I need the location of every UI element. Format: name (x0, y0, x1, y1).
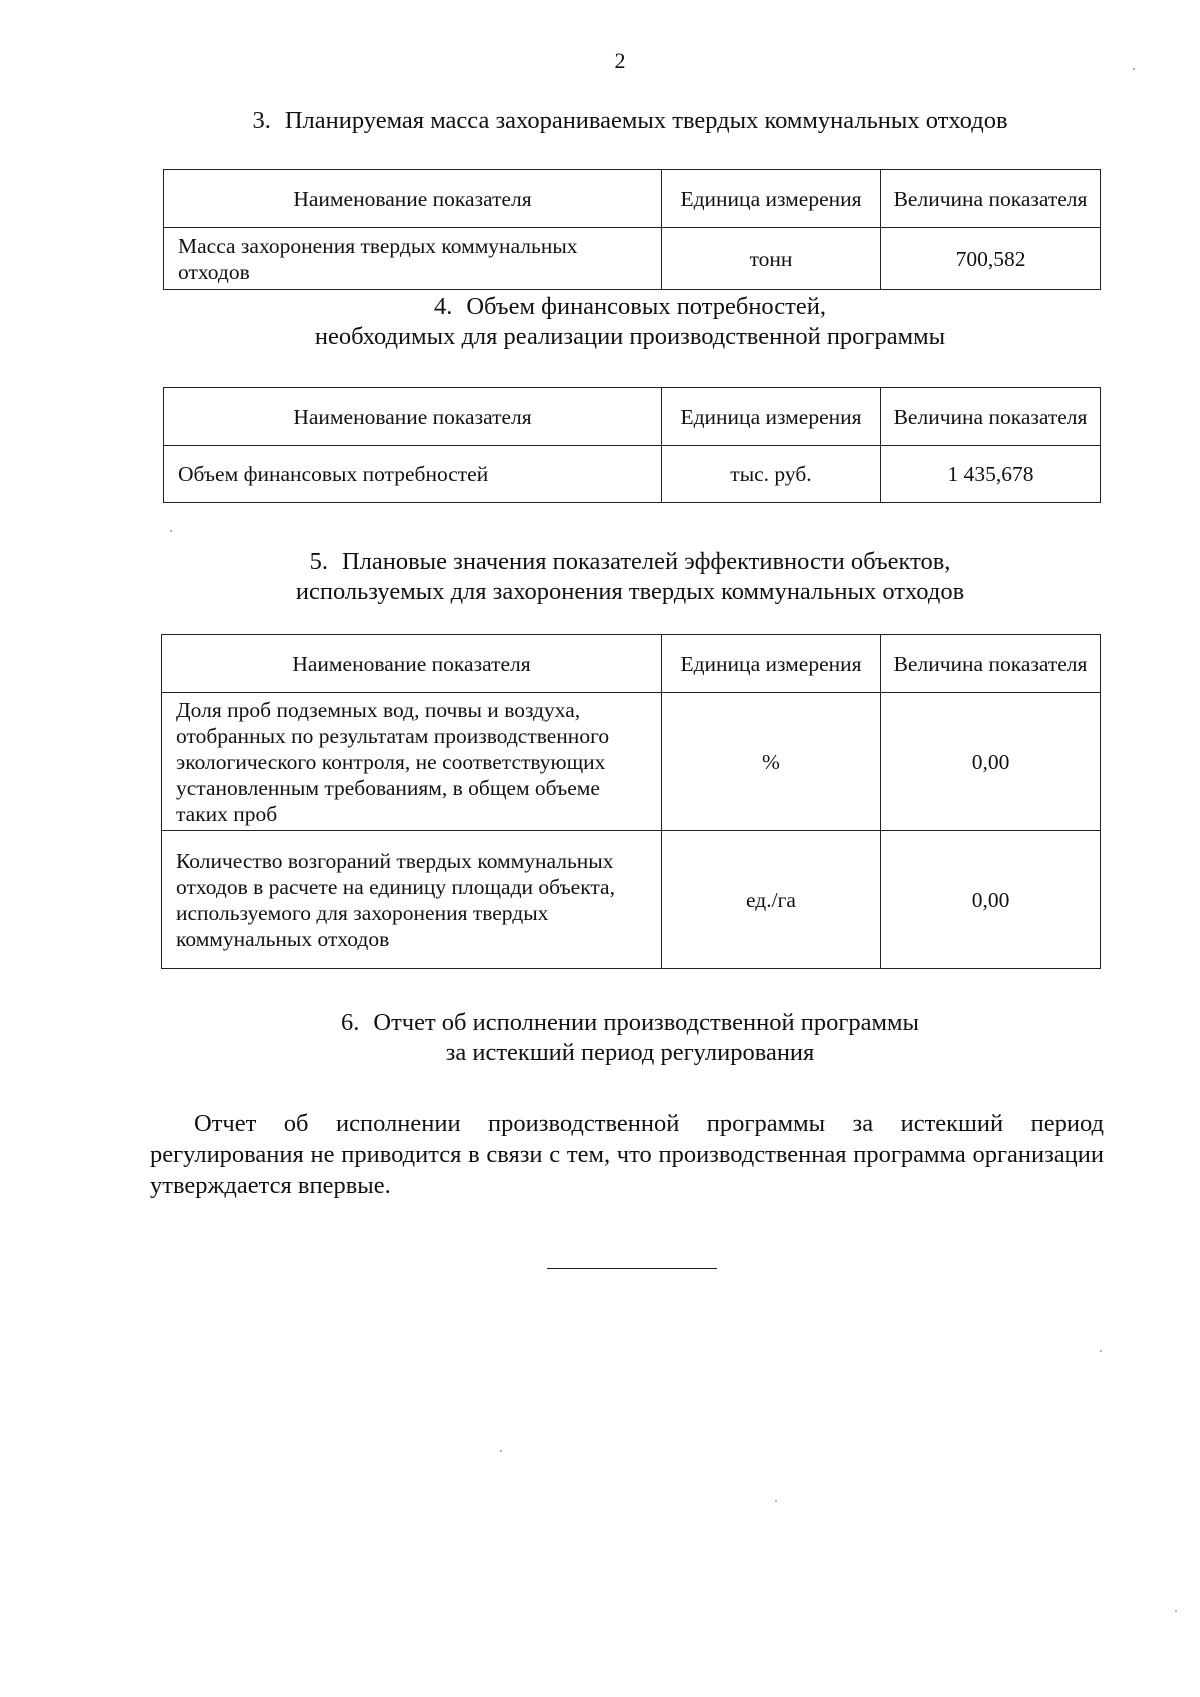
row-unit: % (662, 693, 881, 831)
header-indicator-name: Наименование показателя (162, 635, 662, 693)
section-6-paragraph: Отчет об исполнении производственной программы за истекший период регулирования не приводится в связи с тем, что производственная программа организации утверждается впервые. (150, 1110, 1104, 1199)
section-6-title-line1: Отчет об исполнении производственной программы (373, 1009, 919, 1036)
section-4-title-line2: необходимых для реализации производственной программы (314, 323, 946, 350)
row-unit: тонн (662, 228, 881, 290)
header-indicator-name: Наименование показателя (164, 170, 662, 228)
section-5-table (161, 634, 1101, 969)
end-separator-line (547, 1268, 717, 1269)
row-indicator-name: Количество возгораний твердых коммунальных отходов в расчете на единицу площади объекта, используемого для захоронения твердых коммунальных отходов (162, 831, 662, 969)
row-unit: ед./га (662, 831, 881, 969)
row-unit: тыс. руб. (662, 446, 881, 503)
table-header-row (162, 635, 1101, 693)
section-5-heading (150, 547, 1110, 607)
scan-speck (1133, 68, 1135, 70)
section-4-table (163, 387, 1101, 503)
table-row (162, 693, 1101, 831)
header-unit: Единица измерения (662, 170, 881, 228)
row-indicator-name: Масса захоронения твердых коммунальных отходов (164, 228, 662, 290)
row-indicator-name: Доля проб подземных вод, почвы и воздуха, отобранных по результатам производственного экологического контроля, не соответствующих установленным требованиям, в общем объеме таких проб (162, 693, 662, 831)
section-4-number: 4. (433, 293, 453, 320)
row-value: 0,00 (881, 831, 1101, 969)
section-6-title-line2: за истекший период регулирования (445, 1039, 815, 1066)
row-indicator-name: Объем финансовых потребностей (164, 446, 662, 503)
scan-speck (1100, 1350, 1102, 1352)
section-5-number: 5. (309, 548, 328, 575)
section-4-heading (150, 292, 1110, 352)
header-unit: Единица измерения (662, 388, 881, 446)
row-value: 1 435,678 (881, 446, 1101, 503)
header-value: Величина показателя (881, 635, 1101, 693)
section-4-title-line1: Объем финансовых потребностей, (466, 293, 826, 320)
section-3-title: Планируемая масса захораниваемых твердых коммунальных отходов (284, 107, 1008, 134)
section-3-number: 3. (252, 107, 271, 134)
table-header-row (164, 388, 1101, 446)
header-indicator-name: Наименование показателя (164, 388, 662, 446)
row-value: 700,582 (881, 228, 1101, 290)
header-value: Величина показателя (881, 170, 1101, 228)
page-number: 2 (614, 48, 626, 73)
table-header-row (164, 170, 1101, 228)
section-6-heading (150, 1008, 1110, 1068)
header-value: Величина показателя (881, 388, 1101, 446)
section-5-title-line2: используемых для захоронения твердых коммунальных отходов (295, 578, 965, 605)
scan-speck (170, 530, 172, 532)
section-3-heading (150, 106, 1110, 136)
row-value: 0,00 (881, 693, 1101, 831)
table-row (164, 446, 1101, 503)
scan-speck (500, 1450, 502, 1452)
section-6-number: 6. (341, 1009, 360, 1036)
section-5-title-line1: Плановые значения показателей эффективности объектов, (341, 548, 951, 575)
table-row (162, 831, 1101, 969)
header-unit: Единица измерения (662, 635, 881, 693)
section-3-table (163, 169, 1101, 290)
scan-speck (1175, 1610, 1177, 1612)
table-row (164, 228, 1101, 290)
scan-speck (775, 1500, 777, 1502)
